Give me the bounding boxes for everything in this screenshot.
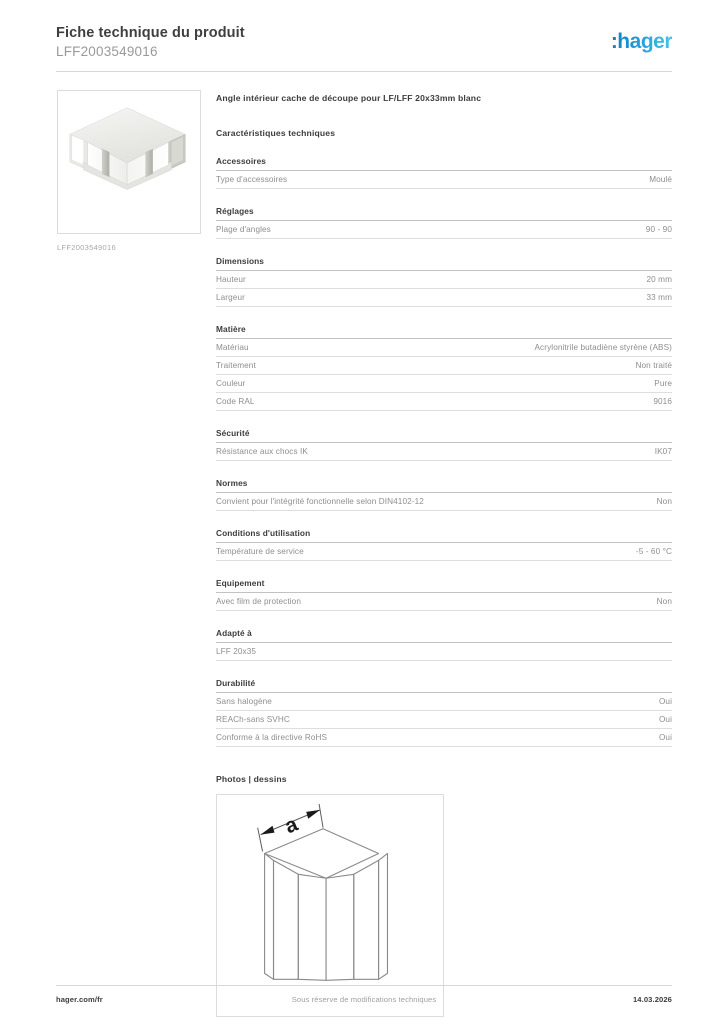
spec-row xyxy=(216,339,672,357)
spec-section-heading: Dimensions xyxy=(216,256,672,271)
spec-row-label: Résistance aux chocs IK xyxy=(216,446,308,456)
footer-divider xyxy=(56,985,672,986)
spec-row-value: Non xyxy=(656,496,672,506)
spec-row xyxy=(216,289,672,307)
spec-row-label: Sans halogène xyxy=(216,696,272,706)
spec-row xyxy=(216,711,672,729)
page-subtitle-article-number: LFF2003549016 xyxy=(56,44,158,59)
spec-row-value: 9016 xyxy=(653,396,672,406)
spec-section xyxy=(216,528,672,561)
hager-logo[interactable]: :hager xyxy=(610,30,672,53)
footer-date: 14.03.2026 xyxy=(632,995,672,1004)
spec-section xyxy=(216,578,672,611)
specifications-column xyxy=(216,92,672,1017)
spec-row-value: Oui xyxy=(658,732,672,742)
spec-row-label: Température de service xyxy=(216,546,304,556)
page-footer xyxy=(56,995,672,1009)
spec-row-value: Acrylonitrile butadiène styrène (ABS) xyxy=(534,342,672,352)
spec-row-label: Couleur xyxy=(216,378,246,388)
spec-row-value: 90 - 90 xyxy=(645,224,672,234)
dimension-label-a: a xyxy=(281,812,301,839)
footer-disclaimer: Sous réserve de modifications techniques xyxy=(291,995,437,1004)
page-title: Fiche technique du produit xyxy=(56,25,245,41)
spec-row-label: Type d'accessoires xyxy=(216,174,288,184)
spec-section xyxy=(216,478,672,511)
spec-row xyxy=(216,375,672,393)
spec-section xyxy=(216,678,672,747)
spec-row-label: Code RAL xyxy=(216,396,255,406)
spec-section-heading: Equipement xyxy=(216,578,672,593)
spec-row-value: Oui xyxy=(658,714,672,724)
spec-row-label: LFF 20x35 xyxy=(216,646,257,656)
spec-section-heading: Matière xyxy=(216,324,672,339)
spec-section xyxy=(216,206,672,239)
page-header xyxy=(56,24,672,70)
spec-section-heading: Normes xyxy=(216,478,672,493)
technical-drawing-image xyxy=(217,795,443,1016)
spec-row xyxy=(216,543,672,561)
spec-row-label: Convient pour l'intégrité fonctionnelle selon DIN4102-12 xyxy=(216,496,424,506)
product-photo-caption: LFF2003549016 xyxy=(57,243,116,252)
spec-section xyxy=(216,324,672,411)
footer-website[interactable]: hager.com/fr xyxy=(56,995,103,1004)
spec-row xyxy=(216,493,672,511)
spec-section xyxy=(216,628,672,661)
spec-row xyxy=(216,171,672,189)
spec-row xyxy=(216,693,672,711)
spec-row xyxy=(216,593,672,611)
spec-row-value: IK07 xyxy=(654,446,672,456)
technical-drawing[interactable] xyxy=(216,794,444,1017)
spec-sections xyxy=(216,156,672,747)
spec-section xyxy=(216,428,672,461)
spec-row-value: 33 mm xyxy=(646,292,672,302)
header-divider xyxy=(56,71,672,72)
spec-row-label: Traitement xyxy=(216,360,256,370)
spec-row-value: 20 mm xyxy=(646,274,672,284)
spec-row-value: Non traité xyxy=(635,360,672,370)
spec-row-value: Moulé xyxy=(649,174,672,184)
spec-row-label: Avec film de protection xyxy=(216,596,301,606)
spec-row xyxy=(216,221,672,239)
spec-row-label: Largeur xyxy=(216,292,245,302)
spec-row-value: Oui xyxy=(658,696,672,706)
spec-section xyxy=(216,156,672,189)
product-photo[interactable] xyxy=(57,90,201,234)
spec-row-value: Pure xyxy=(654,378,672,388)
spec-section-heading: Adapté à xyxy=(216,628,672,643)
spec-row xyxy=(216,271,672,289)
technical-characteristics-title: Caractéristiques techniques xyxy=(216,128,336,138)
spec-row-value: -5 - 60 °C xyxy=(635,546,672,556)
spec-section xyxy=(216,256,672,307)
spec-row-label: Plage d'angles xyxy=(216,224,271,234)
product-photo-image xyxy=(58,91,200,233)
spec-row xyxy=(216,729,672,747)
spec-row xyxy=(216,443,672,461)
spec-row-label: Matériau xyxy=(216,342,249,352)
spec-section-heading: Réglages xyxy=(216,206,672,221)
product-name: Angle intérieur cache de découpe pour LF/LFF 20x33mm blanc xyxy=(216,93,482,103)
spec-section-heading: Conditions d'utilisation xyxy=(216,528,672,543)
spec-row xyxy=(216,643,672,661)
spec-row xyxy=(216,393,672,411)
spec-section-heading: Sécurité xyxy=(216,428,672,443)
spec-row-label: REACh-sans SVHC xyxy=(216,714,290,724)
spec-row-label: Hauteur xyxy=(216,274,246,284)
drawings-title: Photos | dessins xyxy=(216,774,287,784)
spec-section-heading: Durabilité xyxy=(216,678,672,693)
spec-row-label: Conforme à la directive RoHS xyxy=(216,732,328,742)
spec-row xyxy=(216,357,672,375)
spec-section-heading: Accessoires xyxy=(216,156,672,171)
spec-row-value: Non xyxy=(656,596,672,606)
